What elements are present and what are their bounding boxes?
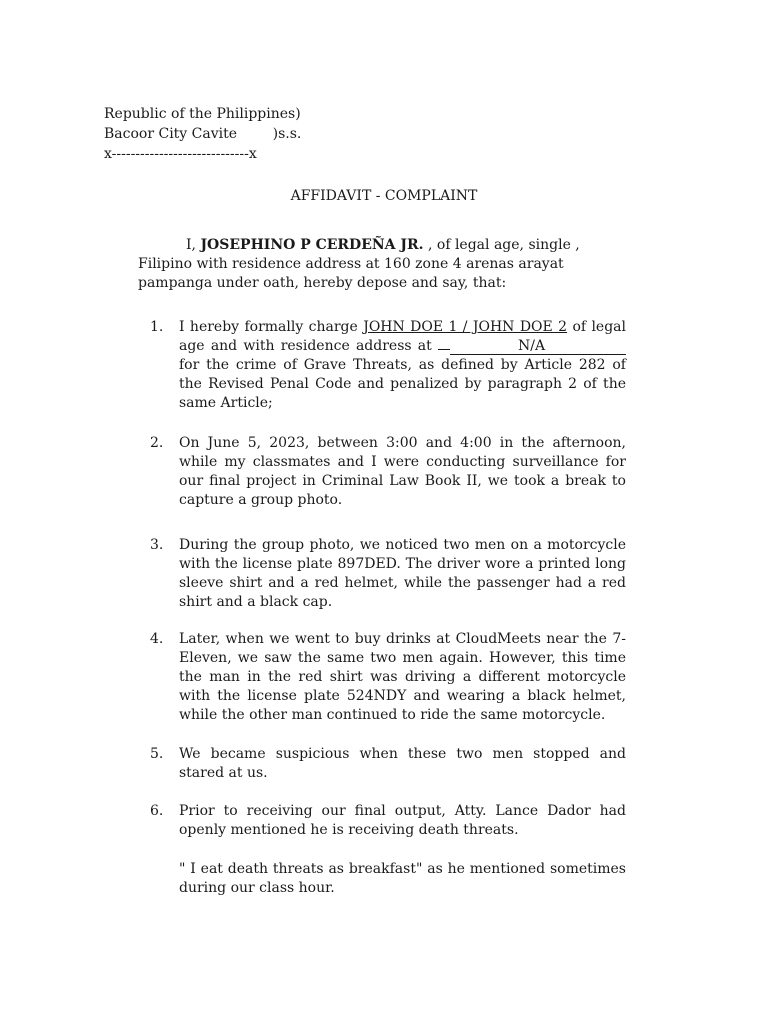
list-item — [150, 536, 626, 612]
intro-post: , of legal age, single , Filipino with residence address at 160 zone 4 arenas arayat pampanga under oath, hereby depose and say, that: — [138, 237, 580, 291]
list-item — [150, 745, 626, 783]
item-number: 6. — [150, 803, 164, 819]
intro-paragraph — [138, 236, 626, 293]
item-text-pre: I hereby formally charge — [179, 319, 364, 335]
item-number: 2. — [150, 435, 164, 451]
item-text-post: for the crime of Grave Threats, as defined by Article 282 of the Revised Penal Code and penalized by paragraph 2 of the same Article; — [179, 357, 626, 411]
item-text: We became suspicious when these two men stopped and stared at us. — [179, 746, 626, 781]
item-text: On June 5, 2023, between 3:00 and 4:00 in the afternoon, while my classmates and I were conducting surveillance for our final project in Criminal Law Book II, we took a break to capture a group photo. — [179, 435, 626, 508]
quote-paragraph: " I eat death threats as breakfast" as he mentioned sometimes during our class hour. — [179, 861, 626, 896]
list-item — [150, 434, 626, 510]
item-number: 1. — [150, 319, 164, 335]
list-item — [150, 802, 626, 840]
item-text: Prior to receiving our final output, Atty. Lance Dador had openly mentioned he is receiving death threats. — [179, 803, 626, 838]
header-city: Bacoor City Cavite )s.s. — [104, 126, 302, 142]
item-number: 4. — [150, 631, 164, 647]
header-divider: x-----------------------------x — [104, 146, 257, 162]
intro-pre: I, — [186, 237, 201, 253]
address-blank: N/A — [450, 339, 626, 355]
list-item — [150, 318, 626, 413]
list-item — [150, 630, 626, 725]
venue-header — [104, 104, 301, 164]
item-number: 5. — [150, 746, 164, 762]
affiant-name: JOSEPHINO P CERDEÑA JR. — [200, 237, 424, 253]
header-republic: Republic of the Philippines) — [104, 106, 301, 122]
item-text: During the group photo, we noticed two men on a motorcycle with the license plate 897DED. The driver wore a printed long sleeve shirt and a red helmet, while the passenger had a red shirt and a black cap. — [179, 537, 626, 610]
respondent-names: JOHN DOE 1 / JOHN DOE 2 — [363, 319, 568, 335]
item-text — [179, 318, 626, 413]
item-text: Later, when we went to buy drinks at CloudMeets near the 7-Eleven, we saw the same two men again. However, this time the man in the red shirt was driving a different motorcycle with the license plate 524NDY and wearing a black helmet, while the other man continued to ride the same motorcycle. — [179, 631, 626, 723]
item-number: 3. — [150, 537, 164, 553]
item-text-mid: of legal age and with residence address at — [179, 319, 626, 354]
address-blank-lead — [438, 349, 450, 350]
document-title: AFFIDAVIT - COMPLAINT — [290, 188, 478, 204]
